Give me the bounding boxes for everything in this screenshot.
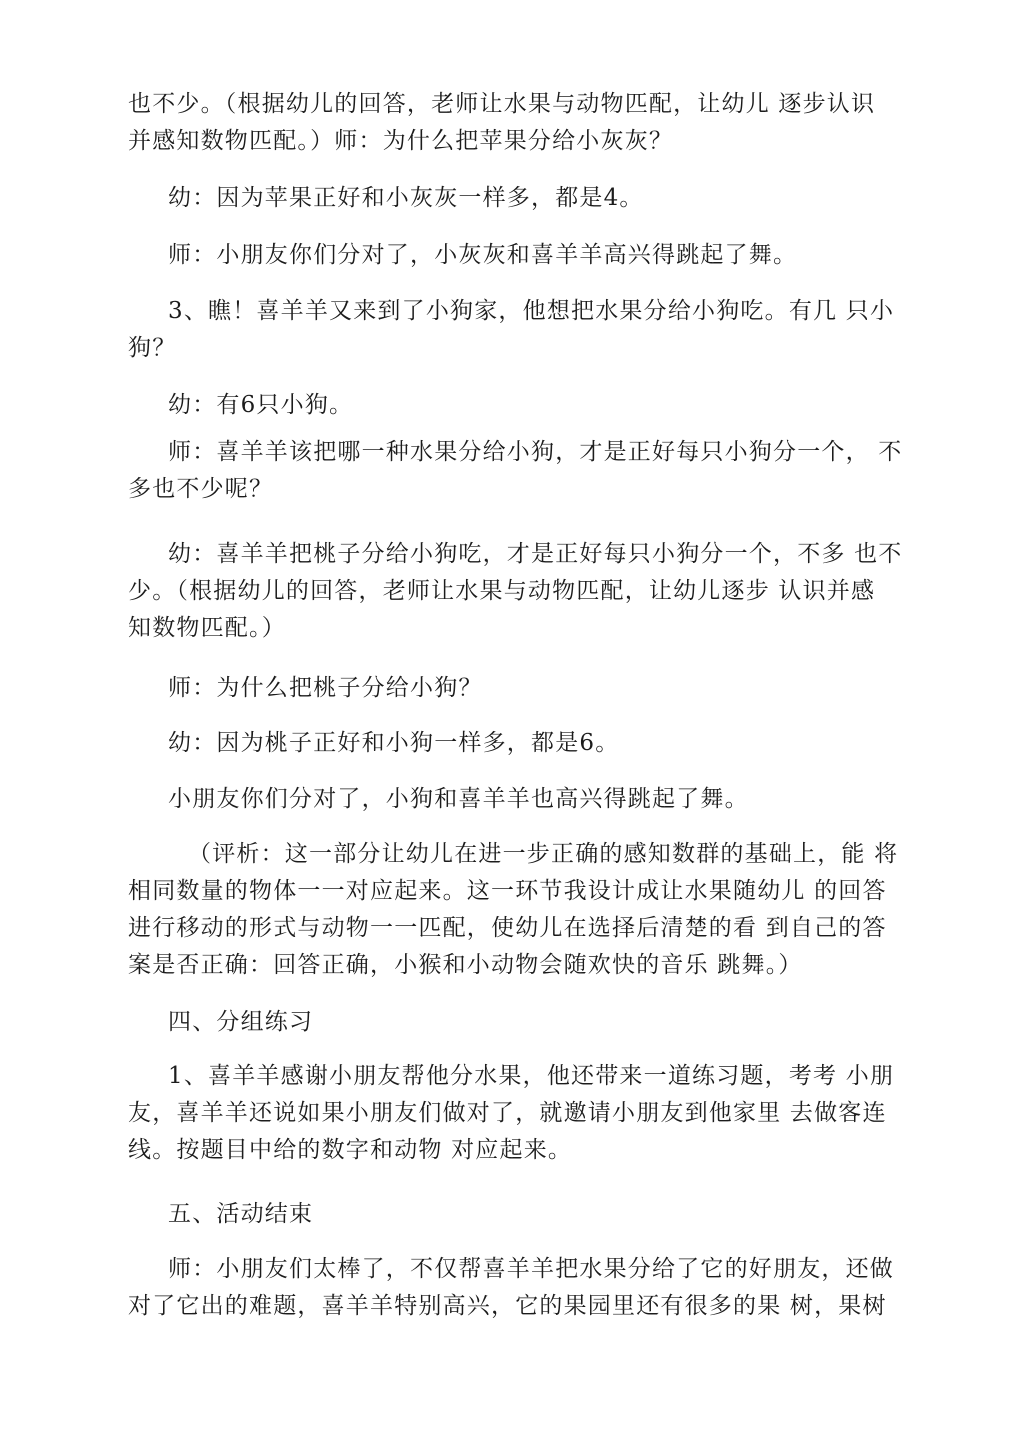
text-line: 幼：因为苹果正好和小灰灰一样多，都是4。 (168, 185, 644, 211)
text-line: 1、喜羊羊感谢小朋友帮他分水果，他还带来一道练习题，考考 小朋 (168, 1063, 895, 1089)
text-line: 对了它出的难题，喜羊羊特别高兴，它的果园里还有很多的果 树，果树 (128, 1293, 887, 1319)
text-line: 师：喜羊羊该把哪一种水果分给小狗，才是正好每只小狗分一个， 不 (168, 439, 903, 465)
paragraph (128, 1058, 908, 1169)
paragraph (128, 293, 908, 367)
text-line: 师：为什么把桃子分给小狗？ (168, 675, 483, 701)
paragraph (128, 536, 908, 647)
paragraph (128, 387, 908, 424)
text-line: 友，喜羊羊还说如果小朋友们做对了，就邀请小朋友到他家里 去做客连 (128, 1100, 887, 1126)
text-line: （评析：这一部分让幼儿在进一步正确的感知数群的基础上，能 将 (188, 841, 899, 867)
paragraph (128, 670, 908, 707)
paragraph (128, 725, 908, 762)
text-line: 知数物匹配。） (128, 615, 286, 641)
text-line: 狗？ (128, 335, 177, 361)
paragraph (128, 1251, 908, 1325)
text-line: 幼：因为桃子正好和小狗一样多，都是6。 (168, 730, 620, 756)
text-line: 五、活动结束 (168, 1201, 314, 1227)
paragraph (128, 237, 908, 274)
paragraph (128, 781, 908, 818)
text-line: 案是否正确：回答正确，小猴和小动物会随欢快的音乐 跳舞。） (128, 952, 803, 978)
text-line: 幼：喜羊羊把桃子分给小狗吃，才是正好每只小狗分一个，不多 也不 (168, 541, 903, 567)
text-line: 并感知数物匹配。）师：为什么把苹果分给小灰灰？ (128, 128, 674, 154)
text-line: 进行移动的形式与动物一一匹配，使幼儿在选择后清楚的看 到自己的答 (128, 915, 887, 941)
text-line: 多也不少呢？ (128, 476, 274, 502)
text-line: 师：小朋友们太棒了，不仅帮喜羊羊把水果分给了它的好朋友，还做 (168, 1256, 894, 1282)
text-line: 幼：有6只小狗。 (168, 392, 354, 418)
paragraph (128, 434, 908, 508)
text-line: 3、瞧！喜羊羊又来到了小狗家，他想把水果分给小狗吃。有几 只小 (168, 298, 895, 324)
section-heading (128, 1004, 908, 1041)
paragraph (128, 180, 908, 217)
text-line: 小朋友你们分对了，小狗和喜羊羊也高兴得跳起了舞。 (168, 786, 749, 812)
text-line: 相同数量的物体一一对应起来。这一环节我设计成让水果随幼儿 的回答 (128, 878, 887, 904)
paragraph (128, 86, 908, 160)
text-line: 线。按题目中给的数字和动物 对应起来。 (128, 1137, 573, 1163)
text-line: 少。（根据幼儿的回答，老师让水果与动物匹配，让幼儿逐步 认识并感 (128, 578, 876, 604)
section-heading (128, 1196, 908, 1233)
text-line: 师：小朋友你们分对了，小灰灰和喜羊羊高兴得跳起了舞。 (168, 242, 798, 268)
text-line: 也不少。（根据幼儿的回答，老师让水果与动物匹配，让幼儿 逐步认识 (128, 91, 876, 117)
text-line: 四、分组练习 (168, 1009, 314, 1035)
paragraph (128, 836, 908, 984)
